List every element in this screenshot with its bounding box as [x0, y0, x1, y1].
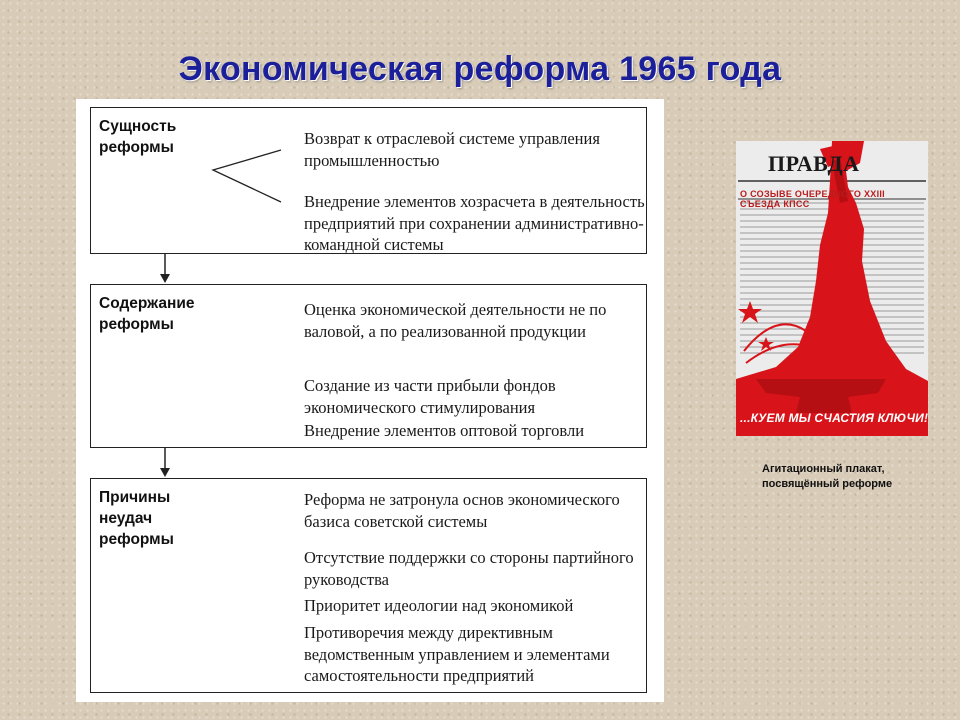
failure-item-3: Приоритет идеологии над экономикой [304, 596, 574, 615]
arrow-down-icon [158, 254, 172, 284]
section-content [90, 284, 647, 448]
poster-newspaper-title: ПРАВДА [768, 151, 860, 176]
propaganda-poster [736, 141, 928, 436]
failure-item-4: Противоречия между директивным ведомственным управлением и элементами самостоятельности предприятий [304, 623, 610, 685]
essence-item-1: Возврат к отраслевой системе управления промышленностью [304, 129, 600, 170]
section-content-label: Содержание реформы [99, 295, 195, 333]
section-essence [90, 107, 647, 254]
slide-title: Экономическая реформа 1965 года [178, 50, 782, 88]
failure-item-2: Отсутствие поддержки со стороны партийного руководства [304, 548, 634, 589]
arrow-down-icon [158, 448, 172, 478]
section-essence-label: Сущность реформы [99, 118, 177, 156]
poster-headline: О СОЗЫВЕ ОЧЕРЕДНОГО XXIII СЪЕЗДА КПСС [740, 189, 885, 209]
brace-connector [211, 148, 283, 206]
reform-scheme [76, 99, 664, 702]
failure-item-1: Реформа не затронула основ экономического базиса советской системы [304, 490, 620, 531]
essence-item-2: Внедрение элементов хозрасчета в деятельность предприятий при сохранении административно-командной системы [304, 192, 645, 254]
section-failure-reasons-label: Причины неудач реформы [99, 489, 174, 548]
poster-slogan: ...КУЕМ МЫ СЧАСТИЯ КЛЮЧИ! [740, 411, 928, 425]
poster-artwork [736, 141, 928, 436]
section-failure-reasons [90, 478, 647, 693]
content-item-3: Внедрение элементов оптовой торговли [304, 421, 585, 440]
content-item-1: Оценка экономической деятельности не по валовой, а по реализованной продукции [304, 300, 607, 341]
content-item-2: Создание из части прибыли фондов экономического стимулирования [304, 376, 556, 417]
poster-caption: Агитационный плакат, посвящённый реформе [762, 463, 893, 490]
